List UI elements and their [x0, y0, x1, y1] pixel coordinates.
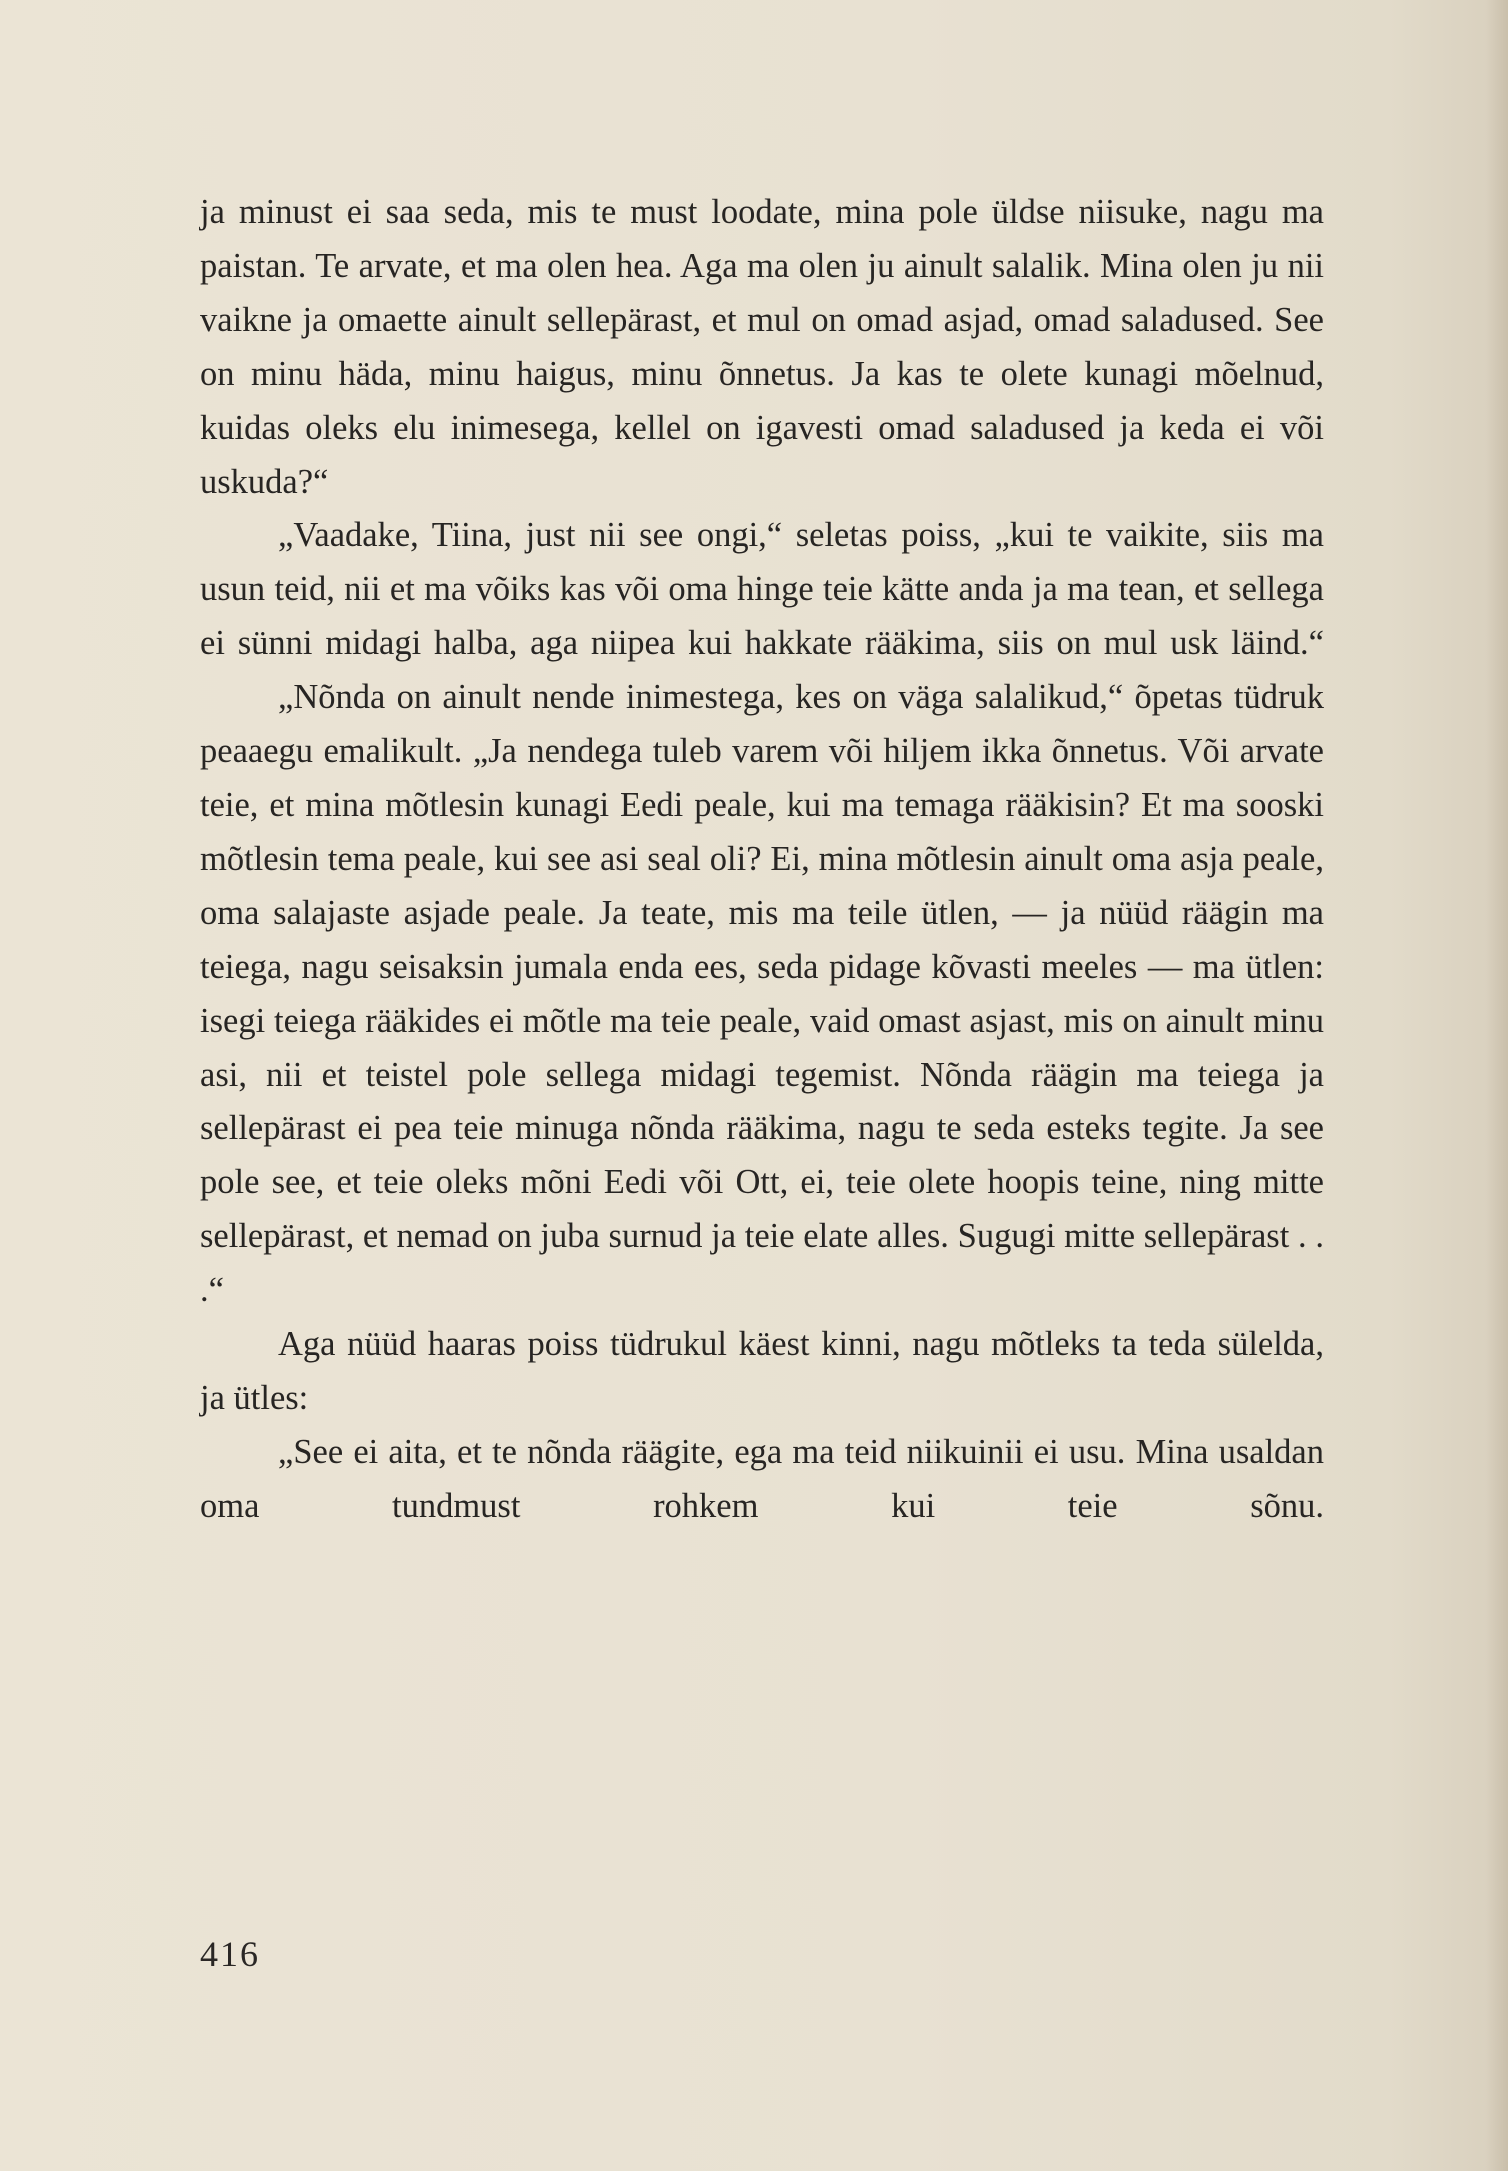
- page-edge-shadow: [1486, 0, 1508, 2171]
- paragraph-4: Aga nüüd haaras poiss tüdrukul käest kinni, nagu mõtleks ta teda sülelda, ja ütles:: [200, 1325, 1324, 1417]
- paragraph-2: „Vaadake, Tiina, just nii see ongi,“ seletas poiss, „kui te vaikite, siis ma usun teid, nii et ma võiks kas või oma hinge teie kätte anda ja ma tean, et sellega ei sünni midagi halba, aga niipea kui hakkate rääkima, siis on mul usk läind.“: [200, 516, 1324, 663]
- paragraph-1: ja minust ei saa seda, mis te must loodate, mina pole üldse niisuke, nagu ma paistan. Te arvate, et ma olen hea. Aga ma olen ju ainult salalik. Mina olen ju nii vaikne ja omaette ainult sellepärast, et mul on omad asjad, omad saladused. See on minu häda, minu haigus, minu õnnetus. Ja kas te olete kunagi mõelnud, kuidas oleks elu inimesega, kellel on igavesti omad saladused ja keda ei või uskuda?“: [200, 193, 1324, 501]
- page-number: 416: [200, 1934, 260, 1974]
- paragraph-5: „See ei aita, et te nõnda räägite, ega ma teid niikuinii ei usu. Mina usaldan oma tundmust rohkem kui teie sõnu.: [200, 1432, 1324, 1525]
- paragraph-3: „Nõnda on ainult nende inimestega, kes on väga salalikud,“ õpetas tüdruk peaaegu emalikult. „Ja nendega tuleb varem või hiljem ikka õnnetus. Või arvate teie, et mina mõtlesin kunagi Eedi peale, kui ma temaga rääkisin? Et ma sooski mõtlesin tema peale, kui see asi seal oli? Ei, mina mõtlesin ainult oma asja peale, oma salajaste asjade peale. Ja teate, mis ma teile ütlen, — ja nüüd räägin ma teiega, nagu seisaksin jumala enda ees, seda pidage kõvasti meeles — ma ütlen: isegi teiega rääkides ei mõtle ma teie peale, vaid omast asjast, mis on ainult minu asi, nii et teistel pole sellega midagi tegemist. Nõnda räägin ma teiega ja sellepärast ei pea teie minuga nõnda rääkima, nagu te seda esteks tegite. Ja see pole see, et teie oleks mõni Eedi või Ott, ei, teie olete hoopis teine, ning mitte sellepärast, et nemad on juba surnud ja teie elate alles. Sugugi mitte sellepärast . . .“: [200, 678, 1324, 1310]
- body-text: [200, 186, 1324, 1534]
